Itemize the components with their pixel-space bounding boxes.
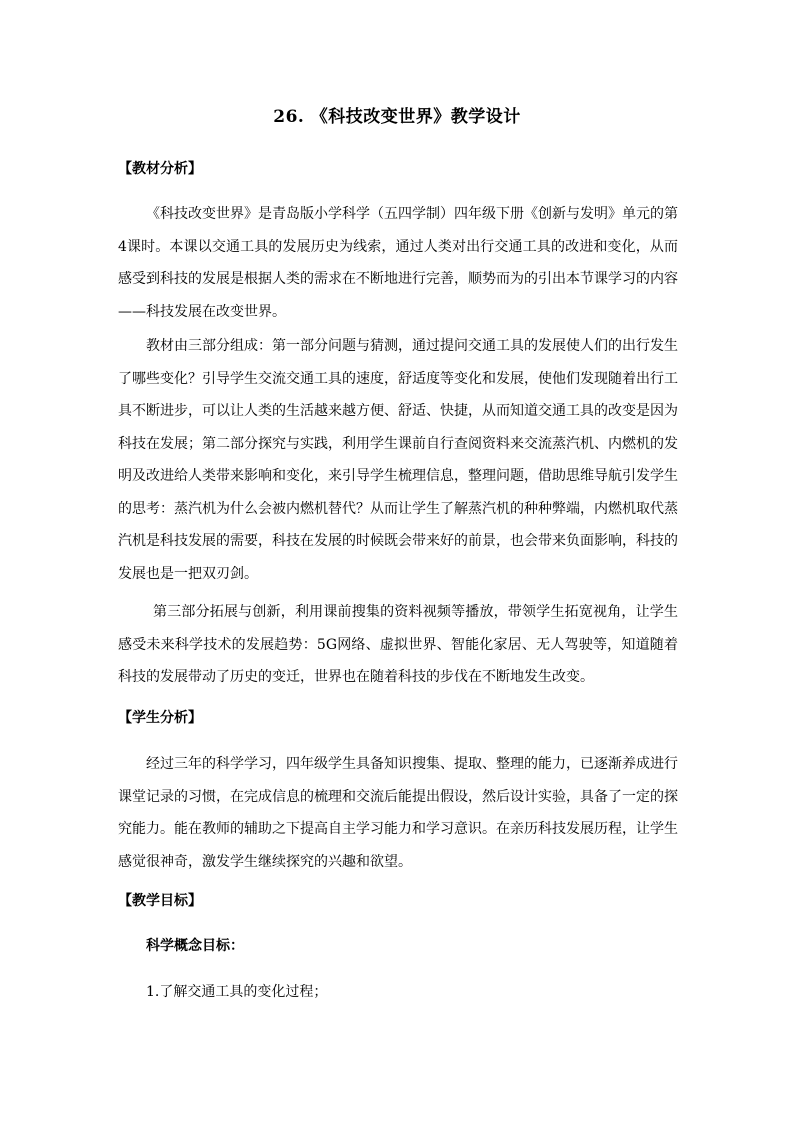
section-heading-teaching-goals: 【教学目标】	[118, 893, 202, 909]
list-item: 1.了解交通工具的变化过程；	[146, 984, 328, 1000]
paragraph-student-analysis-1: 经过三年的科学学习，四年级学生具备知识搜集、提取、整理的能力，已逐渐养成进行课堂记录的习惯，在完成信息的梳理和交流后能提出假设，然后设计实验，具备了一定的探究能力。能在教师的辅助之下提高自主学习能力和学习意识。在亲历科技发展历程，让学生感觉很神奇，激发学生继续探究的兴趣和欲望。	[118, 756, 678, 870]
paragraph-textbook-analysis-3: 第三部分拓展与创新，利用课前搜集的资料视频等播放，带领学生拓宽视角，让学生感受未来科学技术的发展趋势：5G网络、虚拟世界、智能化家居、无人驾驶等，知道随着科技的发展带动了历史的变迁，世界也在随着科技的步伐在不断地发生改变。	[118, 604, 678, 685]
section-heading-textbook-analysis: 【教材分析】	[118, 161, 202, 177]
section-heading-student-analysis: 【学生分析】	[118, 710, 202, 726]
paragraph-textbook-analysis-1: 《科技改变世界》是青岛版小学科学（五四学制）四年级下册《创新与发明》单元的第4课时。本课以交通工具的发展历史为线索，通过人类对出行交通工具的改进和变化，从而感受到科技的发展是根据人类的需求在不断地进行完善，顺势而为的引出本节课学习的内容——科技发展在改变世界。	[118, 206, 678, 320]
subheading-science-concept-goals: 科学概念目标：	[146, 938, 244, 954]
document-title: 26. 《科技改变世界》教学设计	[273, 107, 521, 127]
paragraph-textbook-analysis-2: 教材由三部分组成：第一部分问题与猜测，通过提问交通工具的发展使人们的出行发生了哪些变化？引导学生交流交通工具的速度，舒适度等变化和发展，使他们发现随着出行工具不断进步，可以让人类的生活越来越方便、舒适、快捷，从而知道交通工具的改变是因为科技在发展；第二部分探究与实践，利用学生课前自行查阅资料来交流蒸汽机、内燃机的发明及改进给人类带来影响和变化，来引导学生梳理信息，整理问题，借助思维导航引发学生的思考：蒸汽机为什么会被内燃机替代？从而让学生了解蒸汽机的种种弊端，内燃机取代蒸汽机是科技发展的需要，科技在发展的时候既会带来好的前景，也会带来负面影响，科技的发展也是一把双刃剑。	[118, 338, 678, 582]
